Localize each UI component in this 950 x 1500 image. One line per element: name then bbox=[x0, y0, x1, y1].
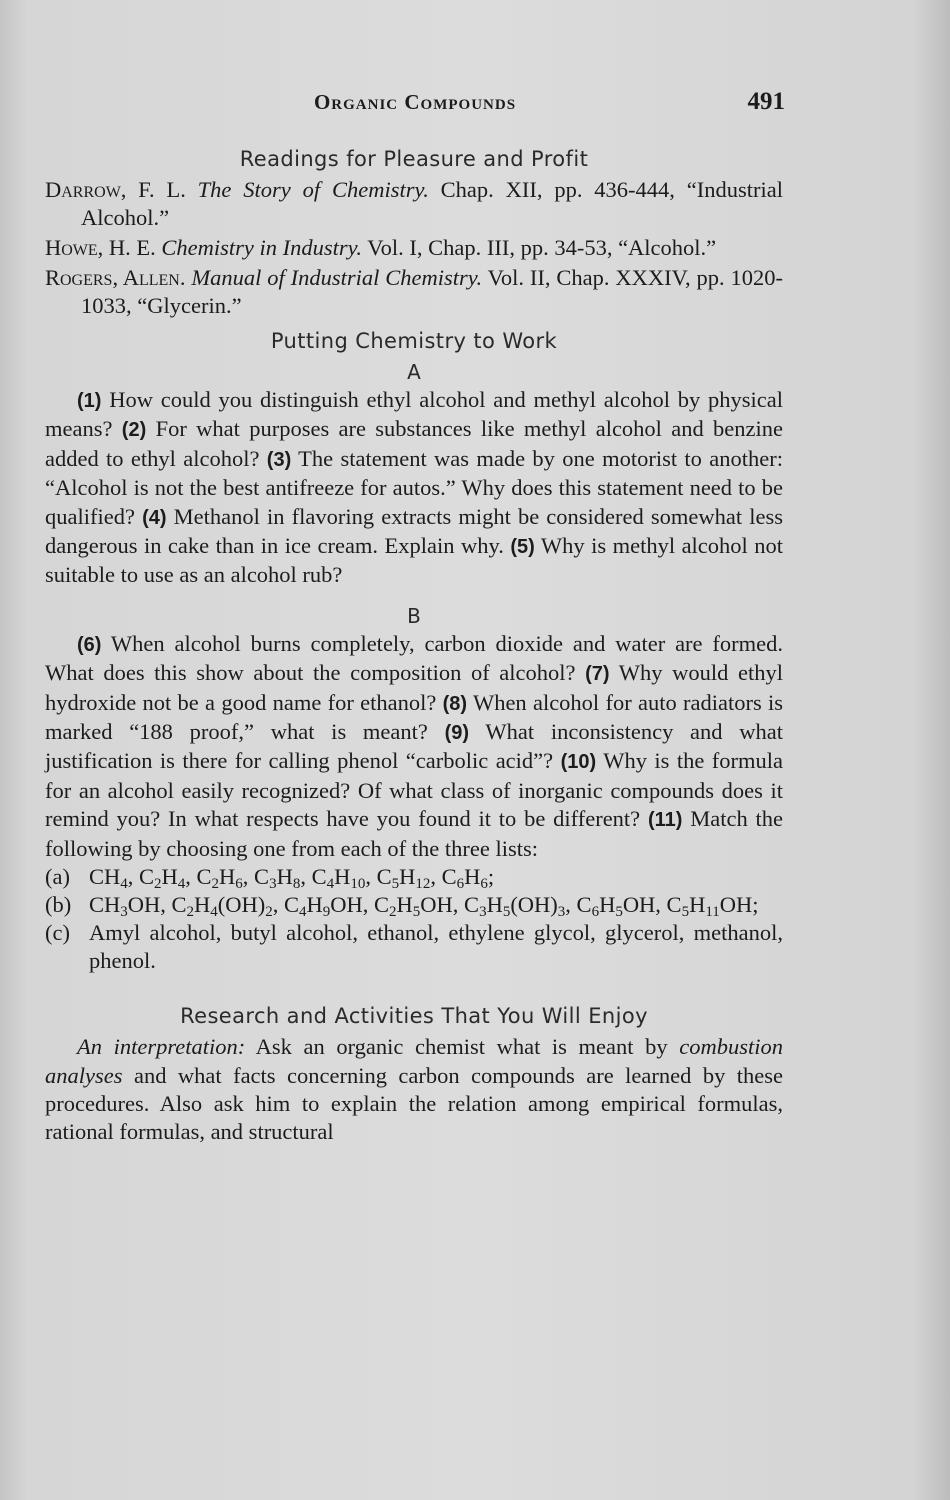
question-number: (11) bbox=[647, 809, 683, 832]
formula-list-text: $CH_3OH$, $C_2H_4(OH)_2$, $C_4H_9OH$, $C_2H_5OH$, $C_3H_5(OH)_3$, $C_6H_5OH$, $C_5H_{11}OH$; bbox=[89, 892, 759, 921]
formula-list-b bbox=[45, 891, 783, 919]
page-number: 491 bbox=[747, 88, 785, 115]
question-3: The statement was made by one motorist to another: “Alcohol is not the best antifreeze for autos.” Why does this statement need to be qualified? bbox=[45, 445, 783, 529]
putting-heading: Putting Chemistry to Work bbox=[270, 329, 558, 353]
question-number: (5) bbox=[510, 536, 535, 559]
readings-heading: Readings for Pleasure and Profit bbox=[239, 147, 589, 171]
page-content bbox=[45, 142, 783, 1147]
question-number: (8) bbox=[442, 692, 468, 715]
question-number: (7) bbox=[585, 663, 610, 686]
research-text: Ask an organic chemist what is meant by bbox=[255, 1034, 668, 1060]
question-number: (4) bbox=[142, 506, 167, 529]
questions-part-a bbox=[45, 386, 783, 590]
question-11: Match the following by choosing one from each of the three lists: bbox=[45, 806, 783, 861]
question-number: (3) bbox=[266, 448, 292, 471]
list-label: (b) bbox=[45, 892, 72, 918]
reference-details: Chap. XII, pp. 436-444, “Industrial Alcohol.” bbox=[81, 177, 783, 230]
research-lead-in: An interpretation: bbox=[77, 1034, 246, 1060]
question-8: When alcohol for auto radiators is marked “188 proof,” what is meant? bbox=[45, 689, 783, 745]
question-7: Why would ethyl hydroxide not be a good name for ethanol? bbox=[45, 660, 783, 715]
question-number: (2) bbox=[121, 419, 147, 442]
name-list-text: Amyl alcohol, butyl alcohol, ethanol, ethylene glycol, glycerol, methanol, phenol. bbox=[89, 920, 783, 974]
list-label: (a) bbox=[45, 864, 70, 890]
reference-author: Darrow, F. L. bbox=[45, 177, 186, 202]
question-1: How could you distinguish ethyl alcohol and methyl alcohol by physical means? bbox=[45, 387, 783, 442]
list-label: (c) bbox=[45, 920, 70, 946]
question-6: When alcohol burns completely, carbon dioxide and water are formed. What does this show about the composition of alcohol? bbox=[45, 630, 783, 686]
reference-title: Chemistry in Industry. bbox=[161, 235, 363, 260]
question-number: (9) bbox=[444, 722, 470, 745]
reference-author: Rogers, Allen. bbox=[45, 265, 186, 290]
questions-part-b bbox=[45, 630, 783, 863]
part-a-label: A bbox=[407, 360, 421, 384]
reference-howe bbox=[45, 234, 783, 262]
reference-details: Vol. II, Chap. XXXIV, pp. 1020-1033, “Glycerin.” bbox=[81, 265, 783, 318]
question-10: Why is the formula for an alcohol easily recognized? Of what class of inorganic compounds does it remind you? In what respects have you found it to be different? bbox=[45, 748, 784, 832]
research-text: and what facts concerning carbon compounds are learned by these procedures. Also ask him to explain the relation among empirical formulas, rational formulas, and structural bbox=[45, 1062, 783, 1145]
formula-list-text: $CH_4$, $C_2H_4$, $C_2H_6$, $C_3H_8$, $C_4H_{10}$, $C_5H_{12}$, $C_6H_6$; bbox=[89, 864, 495, 893]
question-2: For what purposes are substances like methyl alcohol and benzine added to ethyl alcohol? bbox=[45, 416, 784, 471]
formula-list-a bbox=[45, 863, 783, 891]
question-9: What inconsistency and what justification is there for calling phenol “carbolic acid”? bbox=[45, 719, 784, 774]
question-number: (6) bbox=[77, 633, 102, 656]
research-paragraph bbox=[45, 1033, 783, 1147]
question-number: (10) bbox=[560, 751, 597, 774]
reference-author: Howe, H. E. bbox=[45, 235, 156, 260]
question-5: Why is methyl alcohol not suitable to use as an alcohol rub? bbox=[45, 533, 784, 588]
question-number: (1) bbox=[77, 390, 102, 412]
research-emphasis: combustion analyses bbox=[45, 1034, 783, 1088]
reference-rogers bbox=[45, 264, 783, 320]
reference-title: The Story of Chemistry. bbox=[197, 177, 429, 202]
reference-darrow bbox=[45, 176, 783, 232]
research-heading: Research and Activities That You Will Enjoy bbox=[180, 1004, 648, 1029]
name-list-c bbox=[45, 919, 783, 975]
reference-title: Manual of Industrial Chemistry. bbox=[191, 265, 483, 290]
question-4: Methanol in flavoring extracts might be considered somewhat less dangerous in cake than in ice cream. Explain why. bbox=[45, 503, 783, 559]
running-head: Organic Compounds bbox=[313, 90, 517, 114]
part-b-label: B bbox=[407, 603, 421, 628]
reference-details: Vol. I, Chap. III, pp. 34-53, “Alcohol.” bbox=[367, 235, 717, 260]
page-header bbox=[45, 88, 785, 122]
